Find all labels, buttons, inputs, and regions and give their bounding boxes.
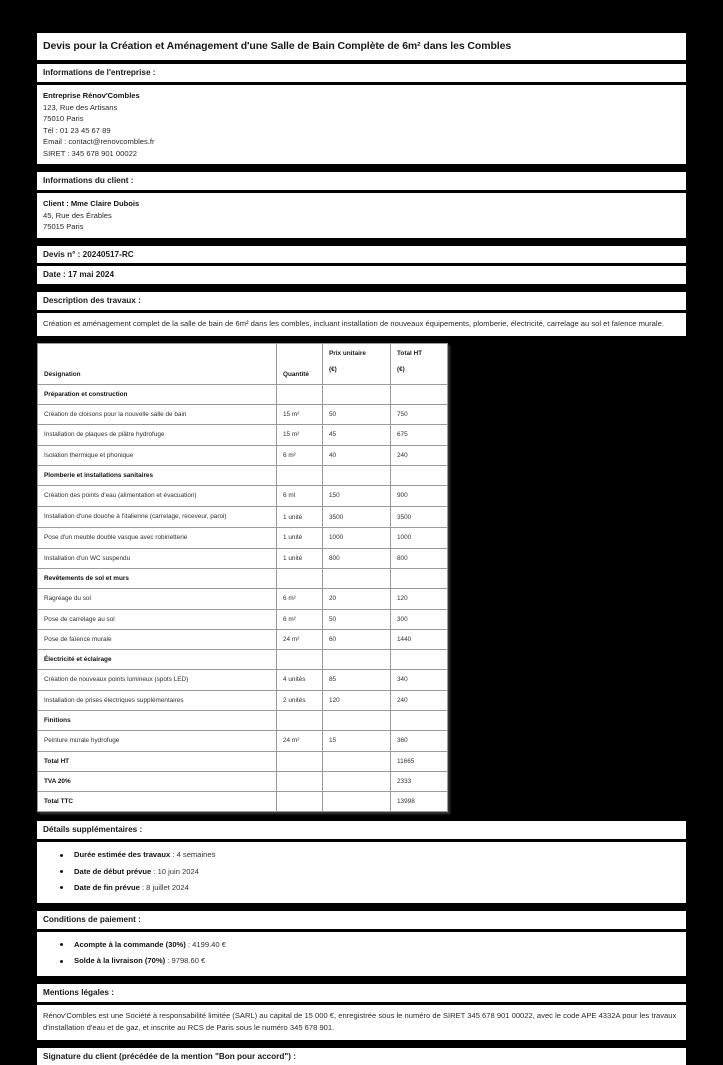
cell-unit-price: 3500 xyxy=(323,506,391,528)
cell-total: 360 xyxy=(391,731,448,751)
cell-total: 120 xyxy=(391,589,448,609)
table-row xyxy=(38,569,448,589)
table-row xyxy=(38,792,448,812)
table-row xyxy=(38,771,448,791)
cell-quantity: 6 m² xyxy=(277,609,323,629)
company-address: 123, Rue des Artisans xyxy=(43,102,118,112)
table-row xyxy=(38,425,448,445)
cell-total xyxy=(391,466,448,486)
cell-total: 800 xyxy=(391,548,448,568)
table-row xyxy=(38,629,448,649)
cell-total xyxy=(391,384,448,404)
table-row xyxy=(38,548,448,568)
list-item-value: : 9798.60 € xyxy=(165,956,206,966)
works-description-text: Création et aménagement complet de la salle de bain de 6m² dans les combles, incluant installation de nouveaux équipements, plomberie, électricité, carrelage au sol et faïence murale. xyxy=(37,313,686,336)
bullet-dot-icon xyxy=(60,886,63,889)
cell-quantity: 15 m² xyxy=(277,405,323,425)
cell-unit-price: 50 xyxy=(323,405,391,425)
cell-quantity xyxy=(277,751,323,771)
col-header-total-ht xyxy=(391,343,448,384)
cell-unit-price: 150 xyxy=(323,486,391,506)
cell-designation: Isolation thermique et phonique xyxy=(38,445,277,465)
cell-total: 2333 xyxy=(391,771,448,791)
signature-heading: Signature du client (précédée de la mention "Bon pour accord") : xyxy=(37,1048,686,1065)
list-item-value: : 8 juillet 2024 xyxy=(139,882,189,892)
cell-quantity: 1 unité xyxy=(277,548,323,568)
cell-quantity: 6 m² xyxy=(277,589,323,609)
cell-designation: Électricité et éclairage xyxy=(38,650,277,670)
cell-designation: Préparation et construction xyxy=(38,384,277,404)
cell-unit-price: 15 xyxy=(323,731,391,751)
cell-total: 13998 xyxy=(391,792,448,812)
cell-total: 11665 xyxy=(391,751,448,771)
cell-quantity xyxy=(277,384,323,404)
cell-total: 300 xyxy=(391,609,448,629)
cell-unit-price: 20 xyxy=(323,589,391,609)
spacer xyxy=(0,284,723,292)
cell-quantity xyxy=(277,569,323,589)
cell-unit-price: 50 xyxy=(323,609,391,629)
quote-table-container xyxy=(0,336,723,822)
company-phone: Tél : 01 23 45 67 89 xyxy=(43,125,111,135)
list-item xyxy=(48,940,675,950)
cell-designation: Total HT xyxy=(38,751,277,771)
cell-unit-price xyxy=(323,751,391,771)
cell-unit-price xyxy=(323,466,391,486)
cell-unit-price: 40 xyxy=(323,445,391,465)
cell-designation: Installation de prises électriques supplémentaires xyxy=(38,690,277,710)
cell-quantity: 15 m² xyxy=(277,425,323,445)
cell-designation: TVA 20% xyxy=(38,771,277,791)
quote-table-header xyxy=(38,343,448,384)
page-title: Devis pour la Création et Aménagement d'une Salle de Bain Complète de 6m² dans les Combles xyxy=(37,33,686,60)
top-margin xyxy=(0,0,723,33)
spacer xyxy=(0,976,723,984)
cell-designation: Création des points d'eau (alimentation et évacuation) xyxy=(38,486,277,506)
additional-details-block xyxy=(37,842,686,903)
table-row xyxy=(38,589,448,609)
table-row xyxy=(38,670,448,690)
cell-unit-price xyxy=(323,711,391,731)
col-header-quantity: Quantité xyxy=(277,343,323,384)
cell-designation: Plomberie et installations sanitaires xyxy=(38,466,277,486)
cell-total: 240 xyxy=(391,690,448,710)
cell-designation: Ragréage du sol xyxy=(38,589,277,609)
cell-total: 1000 xyxy=(391,528,448,548)
list-item xyxy=(48,883,675,893)
cell-unit-price xyxy=(323,650,391,670)
cell-designation: Pose d'un meuble double vasque avec robinetterie xyxy=(38,528,277,548)
cell-designation: Pose de faïence murale xyxy=(38,629,277,649)
col-header-unit-price-line2: (€) xyxy=(329,366,337,374)
cell-unit-price: 60 xyxy=(323,629,391,649)
quote-date: Date : 17 mai 2024 xyxy=(37,266,686,284)
bullet-dot-icon xyxy=(60,943,63,946)
bullet-dot-icon xyxy=(60,960,63,963)
table-row xyxy=(38,731,448,751)
list-item-label: Date de fin prévue xyxy=(74,882,140,892)
col-header-total-ht-line1: Total HT xyxy=(397,349,423,357)
payment-terms-block xyxy=(37,932,686,977)
spacer xyxy=(0,903,723,911)
spacer xyxy=(0,238,723,246)
list-item-label: Acompte à la commande (30%) xyxy=(74,939,186,949)
list-item xyxy=(48,850,675,860)
table-row xyxy=(38,751,448,771)
cell-unit-price: 120 xyxy=(323,690,391,710)
cell-designation: Pose de carrelage au sol xyxy=(38,609,277,629)
list-item-value: : 10 juin 2024 xyxy=(151,866,199,876)
cell-designation: Finitions xyxy=(38,711,277,731)
cell-designation: Total TTC xyxy=(38,792,277,812)
section-heading-company: Informations de l'entreprise : xyxy=(37,64,686,82)
list-item-label: Solde à la livraison (70%) xyxy=(74,956,166,966)
cell-quantity: 2 unités xyxy=(277,690,323,710)
table-row xyxy=(38,384,448,404)
cell-quantity: 4 unités xyxy=(277,670,323,690)
quote-table-body xyxy=(38,384,448,812)
section-heading-works: Description des travaux : xyxy=(37,292,686,310)
cell-quantity: 6 ml xyxy=(277,486,323,506)
legal-notices-text: Rénov'Combles est une Société à responsabilité limitée (SARL) au capital de 15 000 €, enregistrée sous le numéro de SIRET 345 678 901 00022, avec le code APE 4332A pour les travaux d'installation d'eau et de gaz, et inscrite au RCS de Paris sous le numéro 345 678 901. xyxy=(37,1005,686,1040)
col-header-unit-price-line1: Prix unitaire xyxy=(329,349,366,357)
cell-total: 240 xyxy=(391,445,448,465)
quote-number: Devis n° : 20240517-RC xyxy=(37,246,686,264)
cell-quantity: 1 unité xyxy=(277,506,323,528)
table-row xyxy=(38,528,448,548)
section-heading-payment: Conditions de paiement : xyxy=(37,911,686,929)
cell-total xyxy=(391,650,448,670)
bullet-dot-icon xyxy=(60,870,63,873)
table-row xyxy=(38,650,448,670)
cell-unit-price xyxy=(323,771,391,791)
spacer xyxy=(0,164,723,172)
cell-quantity xyxy=(277,792,323,812)
cell-designation: Installation de plaques de plâtre hydrofuge xyxy=(38,425,277,445)
cell-quantity: 6 m² xyxy=(277,445,323,465)
cell-total xyxy=(391,569,448,589)
table-row xyxy=(38,405,448,425)
table-header-row xyxy=(38,343,448,384)
cell-quantity xyxy=(277,771,323,791)
company-email: Email : contact@renovcombles.fr xyxy=(43,137,155,147)
cell-total: 750 xyxy=(391,405,448,425)
table-row xyxy=(38,486,448,506)
table-row xyxy=(38,690,448,710)
col-header-designation: Désignation xyxy=(38,343,277,384)
client-address: 45, Rue des Érables xyxy=(43,210,112,220)
cell-unit-price xyxy=(323,384,391,404)
client-name: Client : Mme Claire Dubois xyxy=(43,199,140,208)
col-header-total-ht-line2: (€) xyxy=(397,366,405,374)
list-item xyxy=(48,867,675,877)
col-header-unit-price xyxy=(323,343,391,384)
cell-unit-price xyxy=(323,792,391,812)
cell-unit-price: 1000 xyxy=(323,528,391,548)
cell-total xyxy=(391,711,448,731)
cell-unit-price: 45 xyxy=(323,425,391,445)
payment-terms-list xyxy=(42,936,681,973)
company-info-block xyxy=(37,85,686,164)
section-heading-legal: Mentions légales : xyxy=(37,984,686,1002)
cell-unit-price xyxy=(323,569,391,589)
list-item-label: Durée estimée des travaux xyxy=(74,850,171,860)
cell-quantity xyxy=(277,466,323,486)
cell-quantity: 24 m² xyxy=(277,629,323,649)
cell-designation: Création de nouveaux points lumineux (spots LED) xyxy=(38,670,277,690)
list-item-label: Date de début prévue xyxy=(74,866,152,876)
section-heading-additional-details: Détails supplémentaires : xyxy=(37,821,686,839)
cell-designation: Installation d'une douche à l'italienne (carrelage, receveur, paroi) xyxy=(38,506,277,528)
cell-total: 3500 xyxy=(391,506,448,528)
table-row xyxy=(38,506,448,528)
company-siret: SIRET : 345 678 901 00022 xyxy=(43,148,138,158)
cell-total: 675 xyxy=(391,425,448,445)
cell-designation: Installation d'un WC suspendu xyxy=(38,548,277,568)
cell-unit-price: 85 xyxy=(323,670,391,690)
cell-quantity: 1 unité xyxy=(277,528,323,548)
cell-unit-price: 800 xyxy=(323,548,391,568)
cell-designation: Peinture murale hydrofuge xyxy=(38,731,277,751)
cell-quantity xyxy=(277,650,323,670)
cell-total: 340 xyxy=(391,670,448,690)
table-row xyxy=(38,445,448,465)
company-city: 75010 Paris xyxy=(43,114,84,124)
bullet-dot-icon xyxy=(60,854,63,857)
cell-designation: Création de cloisons pour la nouvelle salle de bain xyxy=(38,405,277,425)
cell-quantity xyxy=(277,711,323,731)
spacer xyxy=(0,1040,723,1048)
section-heading-client: Informations du client : xyxy=(37,172,686,190)
table-row xyxy=(38,711,448,731)
list-item xyxy=(48,956,675,966)
list-item-value: : 4199.40 € xyxy=(185,939,226,949)
client-info-block xyxy=(37,193,686,238)
client-city: 75015 Paris xyxy=(43,222,84,232)
quote-table xyxy=(37,343,448,813)
cell-total: 1440 xyxy=(391,629,448,649)
cell-quantity: 24 m² xyxy=(277,731,323,751)
additional-details-list xyxy=(42,846,681,899)
list-item-value: : 4 semaines xyxy=(170,850,216,860)
cell-designation: Revêtements de sol et murs xyxy=(38,569,277,589)
cell-total: 900 xyxy=(391,486,448,506)
table-row xyxy=(38,466,448,486)
table-row xyxy=(38,609,448,629)
company-name: Entreprise Rénov'Combles xyxy=(43,90,140,100)
